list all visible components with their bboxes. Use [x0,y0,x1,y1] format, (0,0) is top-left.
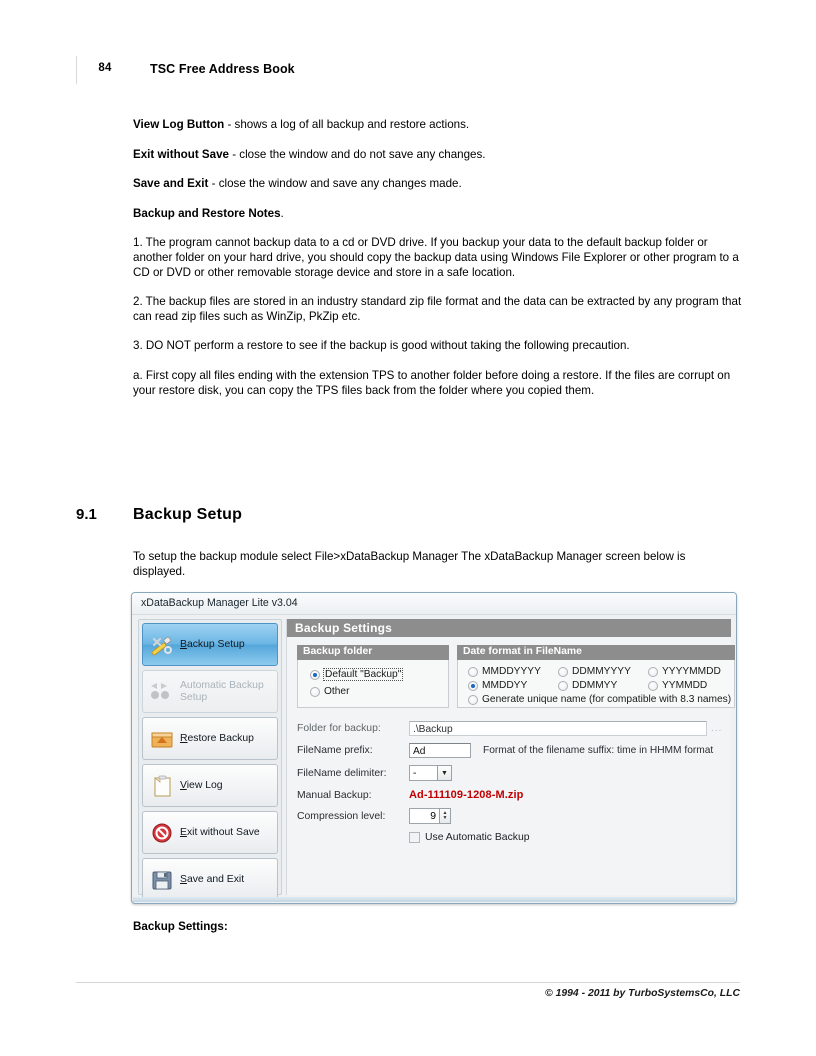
radio-label-mmddyyyy: MMDDYYYY [482,666,541,677]
page-header [76,56,740,86]
radio-label-mmddyy: MMDDYY [482,680,528,691]
desc-save-and-exit: - close the window and save any changes made. [208,177,462,191]
stepper-arrows-icon[interactable]: ▲ ▼ [439,808,451,824]
note-3a: a. First copy all files ending with the extension TPS to another folder before doing a restore. If the files are corrupt on your restore disk, you can copy the TPS files back from the folder where you copied them. [133,368,731,397]
radio-indicator [468,667,478,677]
page-number: 84 [98,62,112,74]
nav-button-restore-backup[interactable] [142,717,278,760]
radio-indicator [310,687,320,697]
nav-label-exit-without-save [178,827,260,839]
nav-label-save-and-exit [178,874,244,886]
floppy-disk-icon [146,865,178,895]
radio-label-generate-unique-name: Generate unique name (for compatible with 8.3 names) [482,694,732,705]
row-compression-level [297,807,725,825]
footer-divider [76,982,740,983]
radio-label-other: Other [324,686,350,697]
radio-yymmdd[interactable] [648,680,707,691]
radio-yyyymmdd[interactable] [648,666,721,677]
nav-button-save-and-exit[interactable] [142,858,278,901]
screenshot-caption: Backup Settings: [133,920,228,933]
filename-delimiter-select[interactable] [409,765,452,781]
term-save-and-exit: Save and Exit [133,177,209,191]
date-format-options [458,661,734,707]
label-manual-backup: Manual Backup: [297,789,372,801]
nav-text-restore-backup: estore Backup [187,732,254,744]
nav-accel-save-and-exit: S [180,873,187,885]
nav-button-backup-setup[interactable] [142,623,278,666]
use-automatic-backup-checkbox[interactable] [409,832,530,843]
nav-accel-restore-backup: R [180,732,188,744]
nav-label-restore-backup [178,733,254,745]
backup-folder-group [297,645,449,708]
nav-button-exit-without-save[interactable] [142,811,278,854]
date-format-group-title: Date format in FileName [457,645,735,660]
note-3: 3. DO NOT perform a restore to see if the backup is good without taking the following precaution. [133,339,630,353]
document-body [133,118,743,413]
backup-folder-group-title: Backup folder [297,645,449,660]
date-format-group [457,645,735,708]
row-filename-prefix [297,741,725,759]
desc-view-log-button: - shows a log of all backup and restore actions. [224,118,470,131]
radio-indicator [468,695,478,705]
radio-default-backup[interactable] [310,669,402,680]
panel-title: Backup Settings [287,619,731,637]
nav-accel-backup-setup: B [180,638,187,650]
label-filename-prefix: FileName prefix: [297,744,373,756]
radio-indicator [310,670,320,680]
radio-indicator [648,667,658,677]
compression-level-value: 9 [409,808,439,824]
filename-suffix-hint: Format of the filename suffix: time in HHMM format [483,744,714,756]
desc-exit-without-save: - close the window and do not save any changes. [229,147,486,161]
section-intro: To setup the backup module select File>xDataBackup Manager The xDataBackup Manager screen below is displayed. [133,550,686,578]
term-backup-restore-notes: Backup and Restore Notes [133,206,281,220]
clipboard-icon [146,771,178,801]
tools-icon [146,630,178,660]
radio-indicator [648,681,658,691]
manual-backup-filename: Ad-111109-1208-M.zip [409,789,524,801]
row-filename-delimiter [297,764,725,782]
row-manual-backup [297,786,725,804]
navigation-sidebar [138,619,282,895]
section-heading [76,506,740,532]
row-folder-for-backup [297,719,725,737]
auto-backup-icon [146,677,178,707]
section-number: 9.1 [76,506,97,523]
checkbox-indicator [409,832,420,843]
radio-label-yyyymmdd: YYYYMMDD [662,666,721,677]
radio-indicator [468,681,478,691]
nav-label-backup-setup [178,639,245,651]
paragraph-notes-heading [133,207,743,222]
radio-mmddyy[interactable] [468,680,527,691]
section-title: Backup Setup [133,506,243,523]
chevron-down-icon[interactable]: ▼ [437,765,452,781]
radio-ddmmyy[interactable] [558,680,617,691]
radio-label-ddmmyy: DDMMYY [572,680,618,691]
note-1: 1. The program cannot backup data to a cd or DVD drive. If you backup your data to the default backup folder or another folder on your hard drive, you should copy the backup data using Windows File Explorer or other program to a CD or DVD or other removable storage device and store in a safe location. [133,236,739,279]
label-use-automatic-backup: Use Automatic Backup [425,832,530,843]
radio-mmddyyyy[interactable] [468,666,541,677]
compression-level-stepper[interactable] [409,808,451,824]
label-compression-level: Compression level: [297,810,386,822]
no-entry-icon [146,818,178,848]
window-titlebar [132,593,736,615]
radio-label-yymmdd: YYMMDD [662,680,708,691]
nav-text-exit-without-save: xit without Save [186,826,260,838]
nav-text-save-and-exit: ave and Exit [186,873,245,885]
backup-settings-form [297,719,725,891]
filename-prefix-input[interactable]: Ad [409,743,471,758]
label-filename-delimiter: FileName delimiter: [297,767,387,779]
nav-accel-exit-without-save: E [180,826,187,838]
backup-settings-panel [286,619,731,895]
nav-button-view-log[interactable] [142,764,278,807]
radio-indicator [558,667,568,677]
nav-label-view-log [178,780,223,792]
note-2: 2. The backup files are stored in an industry standard zip file format and the data can be extracted by any program that can read zip files such as WinZip, PkZip etc. [133,295,742,323]
paragraph-exit-without-save [133,148,743,163]
window-title: xDataBackup Manager Lite v3.04 [141,597,298,609]
nav-accel-view-log: V [180,779,187,791]
folder-for-backup-input[interactable]: .\Backup [409,721,707,736]
backup-folder-options [298,661,448,707]
radio-indicator [558,681,568,691]
nav-text-backup-setup: ackup Setup [186,638,245,650]
paragraph-view-log [133,118,743,133]
term-view-log-button: View Log Button [133,118,225,131]
paragraph-save-and-exit [133,177,743,192]
radio-other-folder[interactable] [310,686,349,697]
radio-label-ddmmyyyy: DDMMYYYY [572,666,631,677]
footer-copyright: © 1994 - 2011 by TurboSystemsCo, LLC [545,988,740,999]
nav-button-automatic-backup-setup[interactable] [142,670,278,713]
restore-box-icon [146,724,178,754]
radio-label-default-backup: Default "Backup" [325,669,402,680]
term-exit-without-save: Exit without Save [133,147,229,161]
filename-delimiter-value: - [409,765,437,781]
browse-folder-button[interactable]: ... [711,722,723,734]
xdatabackup-manager-window [131,592,737,904]
label-folder-for-backup: Folder for backup: [297,722,381,734]
radio-ddmmyyyy[interactable] [558,666,631,677]
desc-backup-restore-notes: . [280,206,284,220]
radio-generate-unique-name[interactable] [468,694,731,705]
nav-text-view-log: iew Log [186,779,223,791]
nav-label-automatic-backup-setup: Automatic Backup Setup [180,680,264,703]
document-title: TSC Free Address Book [150,62,295,76]
